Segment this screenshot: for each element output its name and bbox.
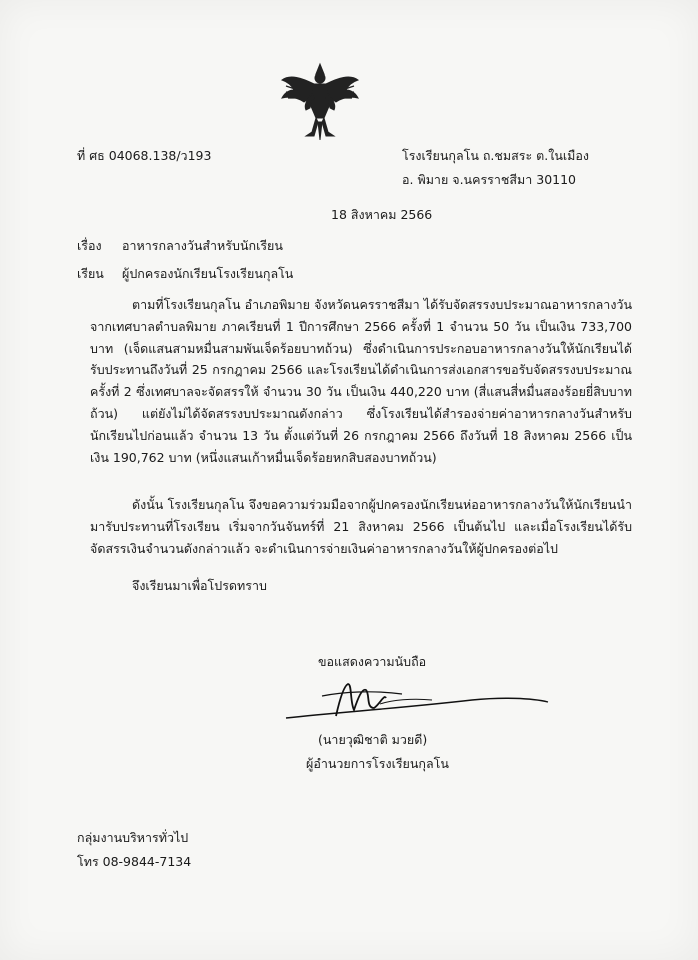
school-address-line2: อ. พิมาย จ.นครราชสีมา 30110 — [402, 172, 577, 187]
letter-date: 18 สิงหาคม 2566 — [331, 207, 433, 222]
department-name: กลุ่มงานบริหารทั่วไป — [77, 830, 189, 845]
closing-respect: ขอแสดงความนับถือ — [318, 654, 427, 669]
document-number: ที่ ศธ 04068.138/ว193 — [77, 148, 212, 163]
to-text: ผู้ปกครองนักเรียนโรงเรียนกุลโน — [122, 266, 294, 281]
closing-request: จึงเรียนมาเพื่อโปรดทราบ — [132, 578, 267, 593]
school-address-line1: โรงเรียนกุลโน ถ.ชมสระ ต.ในเมือง — [402, 148, 590, 163]
garuda-emblem-icon — [278, 60, 362, 144]
signer-name: (นายวุฒิชาติ มวยดี) — [318, 732, 428, 747]
to-label: เรียน — [77, 266, 104, 281]
body-paragraph-2: ดังนั้น โรงเรียนกุลโน จึงขอความร่วมมือจากผู้ปกครองนักเรียนห่ออาหารกลางวันให้นักเรียนนำมารับประทานที่โรงเรียน เริ่มจากวันจันทร์ที่ 21 สิงหาคม 2566 เป็นต้นไป และเมื่อโรงเรียนได้รับจัดสรรเงินจำนวนดังกล่าวแล้ว จะดำเนินการจ่ายเงินค่าอาหารกลางวันให้ผู้ปกครองต่อไป — [90, 497, 632, 556]
subject-text: อาหารกลางวันสำหรับนักเรียน — [122, 238, 283, 253]
contact-phone: โทร 08-9844-7134 — [77, 854, 192, 869]
signer-position: ผู้อำนวยการโรงเรียนกุลโน — [306, 756, 449, 771]
handwritten-signature — [282, 678, 552, 724]
subject-label: เรื่อง — [77, 238, 102, 253]
body-paragraph-1: ตามที่โรงเรียนกุลโน อำเภอพิมาย จังหวัดนครราชสีมา ได้รับจัดสรรงบประมาณอาหารกลางวันจากเทศบาลตำบลพิมาย ภาคเรียนที่ 1 ปีการศึกษา 2566 ครั้งที่ 1 จำนวน 50 วัน เป็นเงิน 733,700 บาท (เจ็ดแสนสามหมื่นสามพันเจ็ดร้อยบาทถ้วน) ซึ่งดำเนินการประกอบอาหารกลางวันให้นักเรียนได้รับประทานถึงวันที่ 25 กรกฎาคม 2566 และโรงเรียนได้ดำเนินการส่งเอกสารขอรับจัดสรรงบประมาณ ครั้งที่ 2 ซึ่งเทศบาลจะจัดสรรให้ จำนวน 30 วัน เป็นเงิน 440,220 บาท (สี่แสนสี่หมื่นสองร้อยยี่สิบบาทถ้วน) แต่ยังไม่ได้จัดสรรงบประมาณดังกล่าว ซึ่งโรงเรียนได้สำรองจ่ายค่าอาหารกลางวันสำหรับนักเรียนไปก่อนแล้ว จำนวน 13 วัน ตั้งแต่วันที่ 26 กรกฎาคม 2566 ถึงวันที่ 18 สิงหาคม 2566 เป็นเงิน 190,762 บาท (หนึ่งแสนเก้าหมื่นเจ็ดร้อยหกสิบสองบาทถ้วน) — [90, 297, 632, 465]
